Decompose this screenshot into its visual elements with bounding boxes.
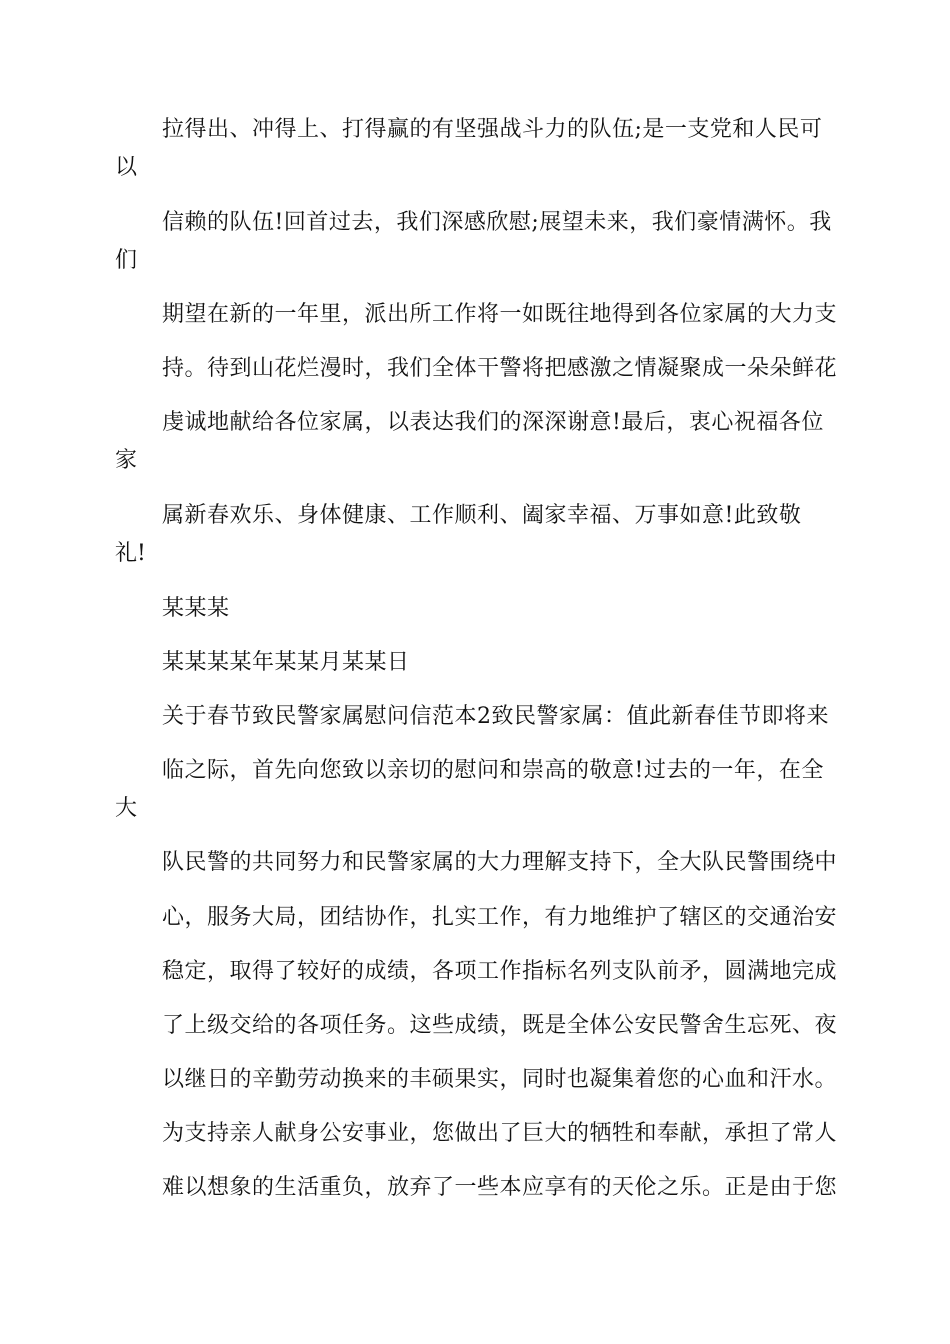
text-line: 为支持亲人献身公安事业，您做出了巨大的牺牲和奉献，承担了常人	[162, 1121, 838, 1146]
text-line: 心，服务大局，团结协作，扎实工作，有力地维护了辖区的交通治安	[162, 905, 838, 930]
text-line: 关于春节致民警家属慰问信范本2致民警家属：值此新春佳节即将来	[162, 704, 829, 729]
text-line-wrap: 大	[115, 796, 138, 821]
text-line: 信赖的队伍!回首过去，我们深感欣慰;展望未来，我们豪情满怀。我	[162, 210, 832, 235]
signature-name: 某某某	[162, 596, 230, 621]
text-line: 以继日的辛勤劳动换来的丰硕果实，同时也凝集着您的心血和汗水。	[162, 1067, 838, 1092]
text-line: 队民警的共同努力和民警家属的大力理解支持下，全大队民警围绕中	[162, 850, 838, 875]
text-line-wrap: 礼!	[115, 541, 146, 566]
signature-date: 某某某某年某某月某某日	[162, 650, 410, 675]
text-line-wrap: 们	[115, 248, 138, 273]
text-line: 了上级交给的各项任务。这些成绩，既是全体公安民警舍生忘死、夜	[162, 1013, 838, 1038]
text-line: 临之际，首先向您致以亲切的慰问和崇高的敬意!过去的一年，在全	[162, 758, 824, 783]
text-line: 拉得出、冲得上、打得赢的有坚强战斗力的队伍;是一支党和人民可	[162, 117, 823, 142]
text-line: 稳定，取得了较好的成绩，各项工作指标名列支队前矛，圆满地完成	[162, 959, 838, 984]
text-line-wrap: 以	[115, 155, 138, 180]
text-line: 持。待到山花烂漫时，我们全体干警将把感激之情凝聚成一朵朵鲜花	[162, 356, 838, 381]
text-line-wrap: 家	[115, 448, 138, 473]
text-line: 虔诚地献给各位家属，以表达我们的深深谢意!最后，衷心祝福各位	[162, 410, 824, 435]
text-line: 属新春欢乐、身体健康、工作顺利、阖家幸福、万事如意!此致敬	[162, 503, 802, 528]
text-line: 期望在新的一年里，派出所工作将一如既往地得到各位家属的大力支	[162, 302, 838, 327]
text-line: 难以想象的生活重负，放弃了一些本应享有的天伦之乐。正是由于您	[162, 1175, 838, 1200]
